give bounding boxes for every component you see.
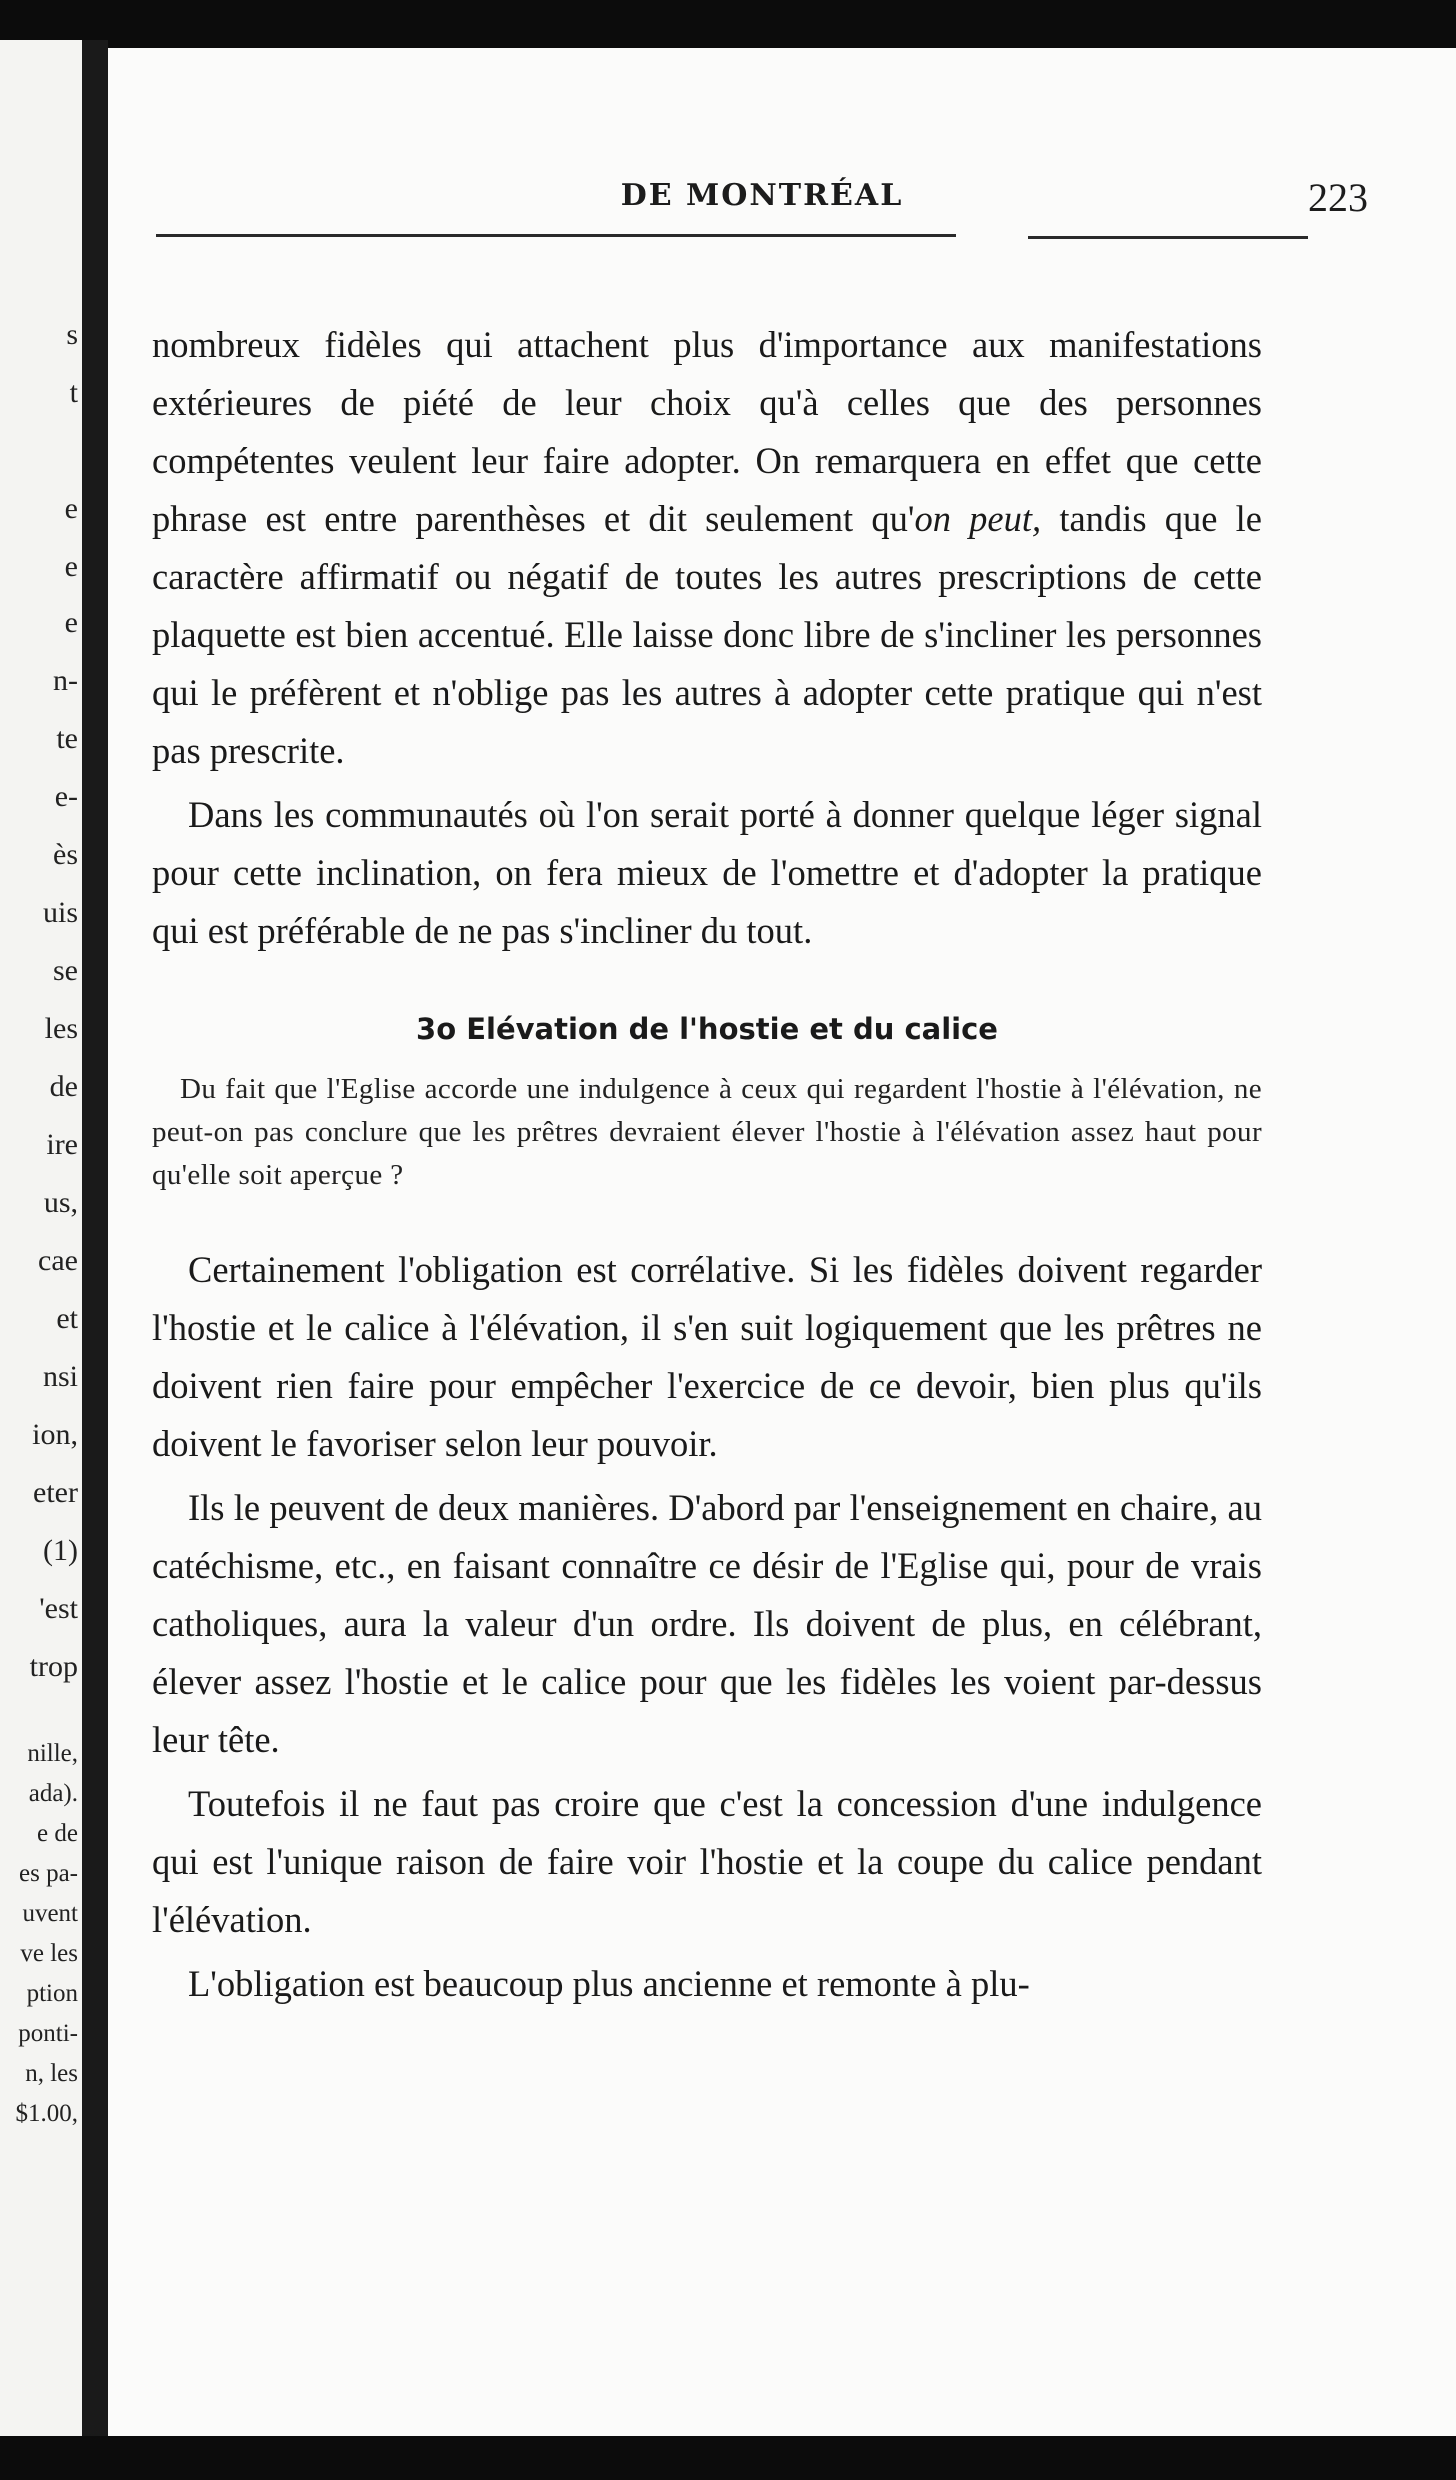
facing-page-fragment: ès xyxy=(53,838,78,871)
facing-page-footnote-fragment: e de xyxy=(37,1820,78,1847)
facing-page-footnote-fragment: $1.00, xyxy=(15,2100,78,2127)
facing-page-footnote-fragment: ve les xyxy=(20,1940,78,1967)
facing-page-fragment: e xyxy=(64,492,78,525)
running-head xyxy=(156,175,1368,248)
section-heading: 3o Elévation de l'hostie et du calice xyxy=(416,1012,998,1046)
facing-page-fragment: ire xyxy=(46,1128,78,1161)
facing-page-fragment: (1) xyxy=(43,1534,78,1567)
facing-page-fragment: s xyxy=(66,318,78,351)
facing-page-fragment: ion, xyxy=(32,1418,78,1451)
facing-page-fragment: et xyxy=(56,1302,78,1335)
facing-page-edge xyxy=(0,40,82,2440)
scan-bottom-border xyxy=(0,2436,1456,2480)
paragraph: Certainement l'obligation est corrélative. Si les fidèles doivent regarder l'hostie et le calice à l'élévation, il s'en suit logiquement que les prêtres ne doivent rien faire pour empêcher l'exercice de ce devoir, bien plus qu'ils doivent le favoriser selon leur pouvoir. xyxy=(152,1249,1262,1464)
facing-page-footnote-fragment: uvent xyxy=(22,1900,78,1927)
facing-page-fragment: les xyxy=(44,1012,78,1045)
paragraph-continuation xyxy=(152,316,1262,780)
facing-page-fragment: us, xyxy=(43,1186,78,1219)
facing-page-fragment: cae xyxy=(38,1244,78,1277)
paragraph-text: nombreux fidèles qui attachent plus d'importance aux manifestations extérieures de piété de leur choix qu'à celles que des personnes compétentes veulent leur faire adopter. On remarquera en effet que cette phrase est entre parenthèses et dit seulement qu' xyxy=(152,324,1262,539)
paragraph-text: tandis que le caractère affirmatif ou négatif de toutes les autres prescriptions de cette plaquette est bien accentué. Elle laisse donc libre de s'incliner les personnes qui le préfèrent et n'oblige pas les autres à adopter cette pratique qui n'est pas prescrite. xyxy=(152,498,1262,771)
header-rule xyxy=(156,234,956,237)
paragraph: L'obligation est beaucoup plus ancienne et remonte à plu- xyxy=(188,1963,1030,2004)
page-number: 223 xyxy=(1308,175,1368,220)
facing-page-footnote-fragment: ption xyxy=(26,1980,78,2007)
facing-page-fragment: n- xyxy=(53,664,78,697)
running-head-title: DE MONTRÉAL xyxy=(620,178,904,213)
paragraph: Toutefois il ne faut pas croire que c'est la concession d'une indulgence qui est l'unique raison de faire voir l'hostie et la coupe du calice pendant l'élévation. xyxy=(152,1783,1262,1940)
facing-page-fragment: e- xyxy=(54,780,78,813)
book-gutter xyxy=(82,40,108,2440)
facing-page-fragment: se xyxy=(53,954,78,987)
paragraph: Dans les communautés où l'on serait porté à donner quelque léger signal pour cette inclination, on fera mieux de l'omettre et d'adopter la pratique qui est préférable de ne pas s'incliner du tout. xyxy=(152,794,1262,951)
paragraph: Ils le peuvent de deux manières. D'abord par l'enseignement en chaire, au catéchisme, etc., en faisant connaître ce désir de l'Eglise qui, pour de vrais catholiques, aura la valeur d'un ordre. Ils doivent de plus, en célébrant, élever assez l'hostie et le calice pour que les fidèles les voient par-dessus leur tête. xyxy=(152,1487,1262,1760)
facing-page-footnote-fragment: ada). xyxy=(28,1780,78,1807)
question-text: Du fait que l'Eglise accorde une indulgence à ceux qui regardent l'hostie à l'élévation, ne peut-on pas conclure que les prêtres devraient élever l'hostie à l'élévation assez haut pour qu'elle soit aperçue ? xyxy=(152,1073,1262,1191)
facing-page-fragment: trop xyxy=(29,1650,78,1683)
page-body xyxy=(152,316,1262,2013)
book-page xyxy=(108,48,1456,2436)
facing-page-fragment: te xyxy=(56,722,78,755)
facing-page-fragment: t xyxy=(69,376,78,409)
facing-page-fragment: eter xyxy=(33,1476,78,1509)
facing-page-footnote-fragment: es pa- xyxy=(19,1860,78,1887)
facing-page-fragment: e xyxy=(64,606,78,639)
facing-page-fragment: de xyxy=(49,1070,78,1103)
facing-page-footnote-fragment: nille, xyxy=(27,1740,78,1767)
header-rule-short xyxy=(1028,236,1308,239)
facing-page-footnote-fragment: ponti- xyxy=(18,2020,78,2047)
facing-page-fragment: nsi xyxy=(42,1360,78,1393)
facing-page-fragment: uis xyxy=(42,896,78,929)
facing-page-fragment: e xyxy=(64,550,78,583)
emphasis-text: on peut, xyxy=(914,498,1042,539)
facing-page-footnote-fragment: n, les xyxy=(25,2060,78,2087)
facing-page-fragment: 'est xyxy=(39,1592,78,1625)
